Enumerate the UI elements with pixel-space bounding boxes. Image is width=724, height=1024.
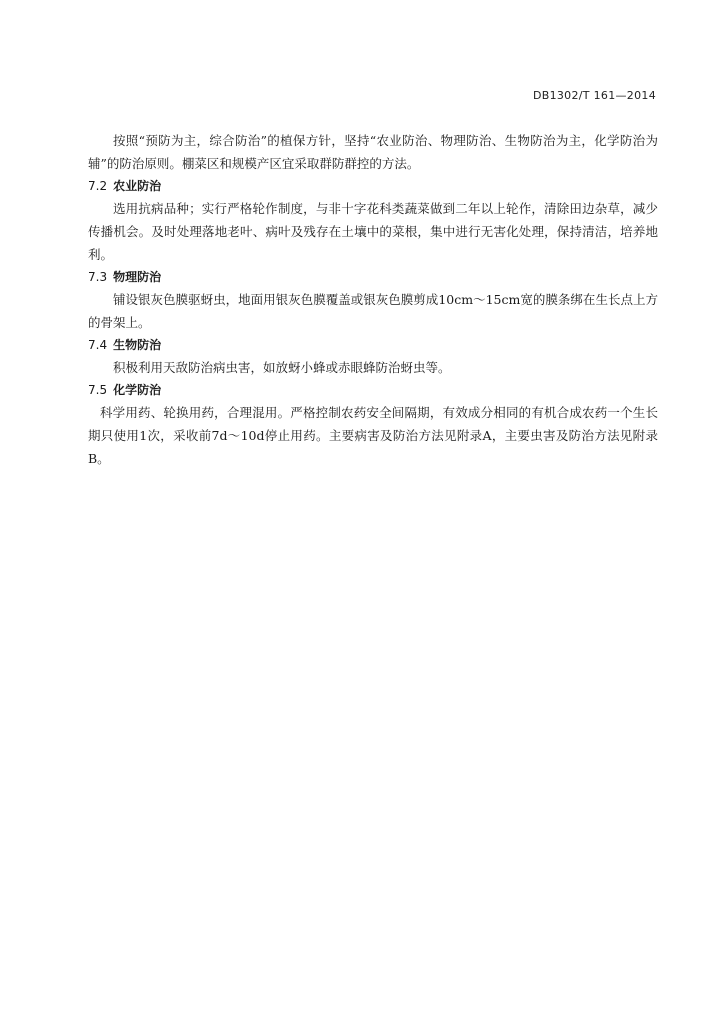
- section-number: 7.4: [88, 338, 108, 352]
- section-body-7-5: 科学用药、轮换用药，合理混用。严格控制农药安全间隔期，有效成分相同的有机合成农药一个生长期只使用1次，采收前7d～10d停止用药。主要病害及防治方法见附录A，主要虫害及防治方法见附录B。: [88, 405, 658, 466]
- section-title: 化学防治: [113, 383, 162, 397]
- section-body-7-2: 选用抗病品种；实行严格轮作制度，与非十字花科类蔬菜做到二年以上轮作，清除田边杂草，减少传播机会。及时处理落地老叶、病叶及残存在土壤中的菜根，集中进行无害化处理，保持清洁，培养地利。: [88, 201, 658, 262]
- section-body-7-3: 铺设银灰色膜驱蚜虫，地面用银灰色膜覆盖或银灰色膜剪成10cm～15cm宽的膜条绑在生长点上方的骨架上。: [88, 292, 658, 330]
- standard-code: DB1302/T 161—2014: [532, 89, 656, 102]
- section-title: 生物防治: [113, 338, 162, 352]
- section-heading-7-4: [88, 335, 658, 355]
- section-number: 7.3: [88, 270, 108, 284]
- intro-paragraph: 按照“预防为主，综合防治”的植保方针，坚持“农业防治、物理防治、生物防治为主，化学防治为辅”的防治原则。棚菜区和规模产区宜采取群防群控的方法。: [88, 133, 658, 171]
- section-heading-7-3: [88, 267, 658, 287]
- section-number: 7.2: [88, 179, 108, 193]
- section-title: 物理防治: [113, 270, 162, 284]
- document-body: [88, 129, 658, 470]
- section-body-7-4: 积极利用天敌防治病虫害，如放蚜小蜂或赤眼蜂防治蚜虫等。: [113, 360, 451, 375]
- section-heading-7-5: [88, 380, 658, 400]
- section-number: 7.5: [88, 383, 108, 397]
- section-title: 农业防治: [113, 179, 162, 193]
- section-heading-7-2: [88, 176, 658, 196]
